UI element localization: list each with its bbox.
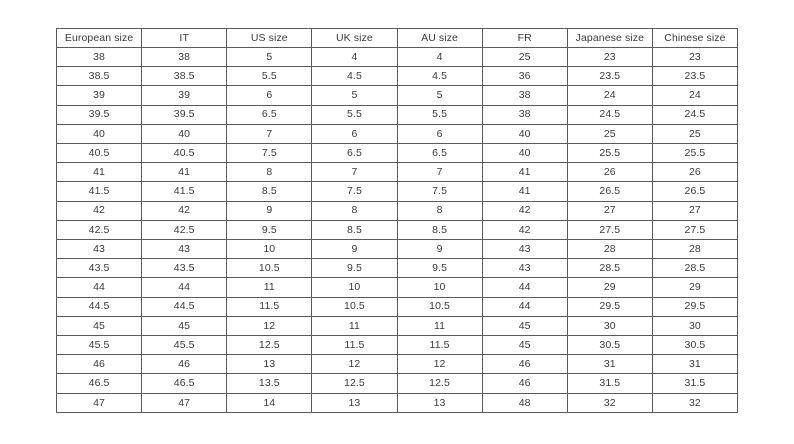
table-cell: 10	[397, 278, 482, 297]
table-cell: 29	[652, 278, 737, 297]
table-cell: 45	[482, 336, 567, 355]
table-cell: 7.5	[227, 144, 312, 163]
table-cell: 32	[652, 393, 737, 412]
table-cell: 11.5	[397, 336, 482, 355]
table-cell: 31.5	[567, 374, 652, 393]
table-cell: 7.5	[312, 182, 397, 201]
table-cell: 13	[312, 393, 397, 412]
table-cell: 40	[57, 124, 142, 143]
table-cell: 30	[652, 316, 737, 335]
table-cell: 45	[57, 316, 142, 335]
table-cell: 25.5	[652, 144, 737, 163]
table-cell: 12	[227, 316, 312, 335]
table-cell: 5.5	[312, 105, 397, 124]
table-cell: 6	[397, 124, 482, 143]
table-cell: 43.5	[142, 259, 227, 278]
table-cell: 11.5	[312, 336, 397, 355]
table-cell: 23	[652, 48, 737, 67]
table-cell: 8.5	[397, 220, 482, 239]
table-cell: 46.5	[142, 374, 227, 393]
table-cell: 46	[57, 355, 142, 374]
table-cell: 27.5	[652, 220, 737, 239]
table-cell: 26	[652, 163, 737, 182]
table-cell: 10	[227, 240, 312, 259]
table-cell: 44	[57, 278, 142, 297]
column-header-au-size: AU size	[397, 29, 482, 48]
table-row	[57, 182, 738, 201]
table-cell: 24	[652, 86, 737, 105]
table-row	[57, 144, 738, 163]
table-cell: 42.5	[57, 220, 142, 239]
table-cell: 6.5	[312, 144, 397, 163]
table-cell: 9.5	[312, 259, 397, 278]
table-cell: 38.5	[57, 67, 142, 86]
column-header-japanese-size: Japanese size	[567, 29, 652, 48]
size-conversion-table	[56, 28, 738, 413]
table-cell: 26	[567, 163, 652, 182]
table-cell: 6	[312, 124, 397, 143]
table-cell: 24.5	[652, 105, 737, 124]
table-cell: 46	[482, 355, 567, 374]
table-cell: 32	[567, 393, 652, 412]
table-cell: 5.5	[227, 67, 312, 86]
table-cell: 39	[142, 86, 227, 105]
table-cell: 41	[482, 182, 567, 201]
table-cell: 26.5	[652, 182, 737, 201]
table-row	[57, 67, 738, 86]
table-cell: 7	[397, 163, 482, 182]
table-cell: 13.5	[227, 374, 312, 393]
table-cell: 42	[482, 201, 567, 220]
table-row	[57, 86, 738, 105]
table-cell: 41.5	[57, 182, 142, 201]
table-cell: 30.5	[652, 336, 737, 355]
table-cell: 28	[652, 240, 737, 259]
table-row	[57, 220, 738, 239]
table-cell: 46	[482, 374, 567, 393]
table-cell: 43.5	[57, 259, 142, 278]
table-cell: 29	[567, 278, 652, 297]
table-cell: 25	[482, 48, 567, 67]
table-cell: 41	[482, 163, 567, 182]
table-cell: 31.5	[652, 374, 737, 393]
column-header-uk-size: UK size	[312, 29, 397, 48]
table-cell: 40.5	[57, 144, 142, 163]
table-cell: 42.5	[142, 220, 227, 239]
table-cell: 38	[142, 48, 227, 67]
table-cell: 7.5	[397, 182, 482, 201]
table-row	[57, 336, 738, 355]
table-cell: 12	[312, 355, 397, 374]
column-header-chinese-size: Chinese size	[652, 29, 737, 48]
table-cell: 43	[482, 240, 567, 259]
table-row	[57, 393, 738, 412]
table-cell: 7	[312, 163, 397, 182]
table-cell: 27.5	[567, 220, 652, 239]
table-cell: 40	[482, 144, 567, 163]
table-cell: 25	[567, 124, 652, 143]
table-cell: 45	[142, 316, 227, 335]
table-cell: 4	[397, 48, 482, 67]
table-cell: 5	[312, 86, 397, 105]
table-cell: 42	[482, 220, 567, 239]
table-cell: 47	[142, 393, 227, 412]
table-cell: 38	[482, 86, 567, 105]
table-body	[57, 48, 738, 413]
table-cell: 43	[57, 240, 142, 259]
table-cell: 48	[482, 393, 567, 412]
table-cell: 45.5	[142, 336, 227, 355]
table-cell: 43	[482, 259, 567, 278]
table-row	[57, 316, 738, 335]
table-cell: 11.5	[227, 297, 312, 316]
table-cell: 36	[482, 67, 567, 86]
table-cell: 40	[482, 124, 567, 143]
table-cell: 42	[57, 201, 142, 220]
table-cell: 47	[57, 393, 142, 412]
table-cell: 39	[57, 86, 142, 105]
table-cell: 39.5	[57, 105, 142, 124]
table-cell: 13	[227, 355, 312, 374]
table-cell: 45.5	[57, 336, 142, 355]
table-cell: 42	[142, 201, 227, 220]
table-cell: 5	[397, 86, 482, 105]
table-cell: 14	[227, 393, 312, 412]
table-cell: 24.5	[567, 105, 652, 124]
table-cell: 8	[227, 163, 312, 182]
table-cell: 44	[142, 278, 227, 297]
table-cell: 5	[227, 48, 312, 67]
table-cell: 44	[482, 278, 567, 297]
table-cell: 39.5	[142, 105, 227, 124]
table-cell: 41.5	[142, 182, 227, 201]
table-cell: 12.5	[227, 336, 312, 355]
table-cell: 7	[227, 124, 312, 143]
table-cell: 41	[142, 163, 227, 182]
table-cell: 12.5	[397, 374, 482, 393]
table-cell: 40.5	[142, 144, 227, 163]
table-cell: 45	[482, 316, 567, 335]
table-cell: 11	[397, 316, 482, 335]
table-row	[57, 29, 738, 48]
table-cell: 4.5	[397, 67, 482, 86]
table-cell: 44.5	[57, 297, 142, 316]
table-cell: 5.5	[397, 105, 482, 124]
table-cell: 28	[567, 240, 652, 259]
table-cell: 44.5	[142, 297, 227, 316]
table-cell: 30	[567, 316, 652, 335]
table-cell: 8	[397, 201, 482, 220]
table-cell: 27	[652, 201, 737, 220]
table-cell: 10	[312, 278, 397, 297]
table-cell: 10.5	[397, 297, 482, 316]
table-cell: 31	[652, 355, 737, 374]
table-cell: 41	[57, 163, 142, 182]
table-cell: 8.5	[227, 182, 312, 201]
table-row	[57, 105, 738, 124]
table-cell: 11	[312, 316, 397, 335]
column-header-it: IT	[142, 29, 227, 48]
table-row	[57, 374, 738, 393]
size-conversion-table-container	[56, 28, 738, 413]
table-cell: 9	[312, 240, 397, 259]
table-cell: 6.5	[227, 105, 312, 124]
table-cell: 25	[652, 124, 737, 143]
column-header-european-size: European size	[57, 29, 142, 48]
table-cell: 4.5	[312, 67, 397, 86]
table-cell: 28.5	[652, 259, 737, 278]
table-cell: 29.5	[652, 297, 737, 316]
table-cell: 29.5	[567, 297, 652, 316]
table-row	[57, 48, 738, 67]
table-row	[57, 259, 738, 278]
table-cell: 8.5	[312, 220, 397, 239]
table-cell: 23.5	[567, 67, 652, 86]
table-cell: 11	[227, 278, 312, 297]
table-row	[57, 278, 738, 297]
table-cell: 38	[57, 48, 142, 67]
table-cell: 6	[227, 86, 312, 105]
table-header-row	[57, 29, 738, 48]
table-cell: 23.5	[652, 67, 737, 86]
table-cell: 38	[482, 105, 567, 124]
table-row	[57, 240, 738, 259]
table-cell: 9	[227, 201, 312, 220]
table-cell: 31	[567, 355, 652, 374]
table-cell: 8	[312, 201, 397, 220]
table-cell: 30.5	[567, 336, 652, 355]
table-row	[57, 355, 738, 374]
table-row	[57, 163, 738, 182]
table-row	[57, 124, 738, 143]
table-cell: 46.5	[57, 374, 142, 393]
table-cell: 10.5	[312, 297, 397, 316]
table-cell: 6.5	[397, 144, 482, 163]
table-cell: 44	[482, 297, 567, 316]
table-cell: 9.5	[227, 220, 312, 239]
table-cell: 4	[312, 48, 397, 67]
table-row	[57, 297, 738, 316]
table-cell: 38.5	[142, 67, 227, 86]
table-cell: 9	[397, 240, 482, 259]
table-cell: 40	[142, 124, 227, 143]
table-cell: 12	[397, 355, 482, 374]
table-cell: 26.5	[567, 182, 652, 201]
table-cell: 12.5	[312, 374, 397, 393]
table-row	[57, 201, 738, 220]
table-cell: 27	[567, 201, 652, 220]
table-cell: 24	[567, 86, 652, 105]
table-cell: 28.5	[567, 259, 652, 278]
column-header-us-size: US size	[227, 29, 312, 48]
table-cell: 10.5	[227, 259, 312, 278]
table-cell: 9.5	[397, 259, 482, 278]
table-cell: 43	[142, 240, 227, 259]
table-cell: 13	[397, 393, 482, 412]
column-header-fr: FR	[482, 29, 567, 48]
table-cell: 25.5	[567, 144, 652, 163]
table-cell: 23	[567, 48, 652, 67]
table-cell: 46	[142, 355, 227, 374]
